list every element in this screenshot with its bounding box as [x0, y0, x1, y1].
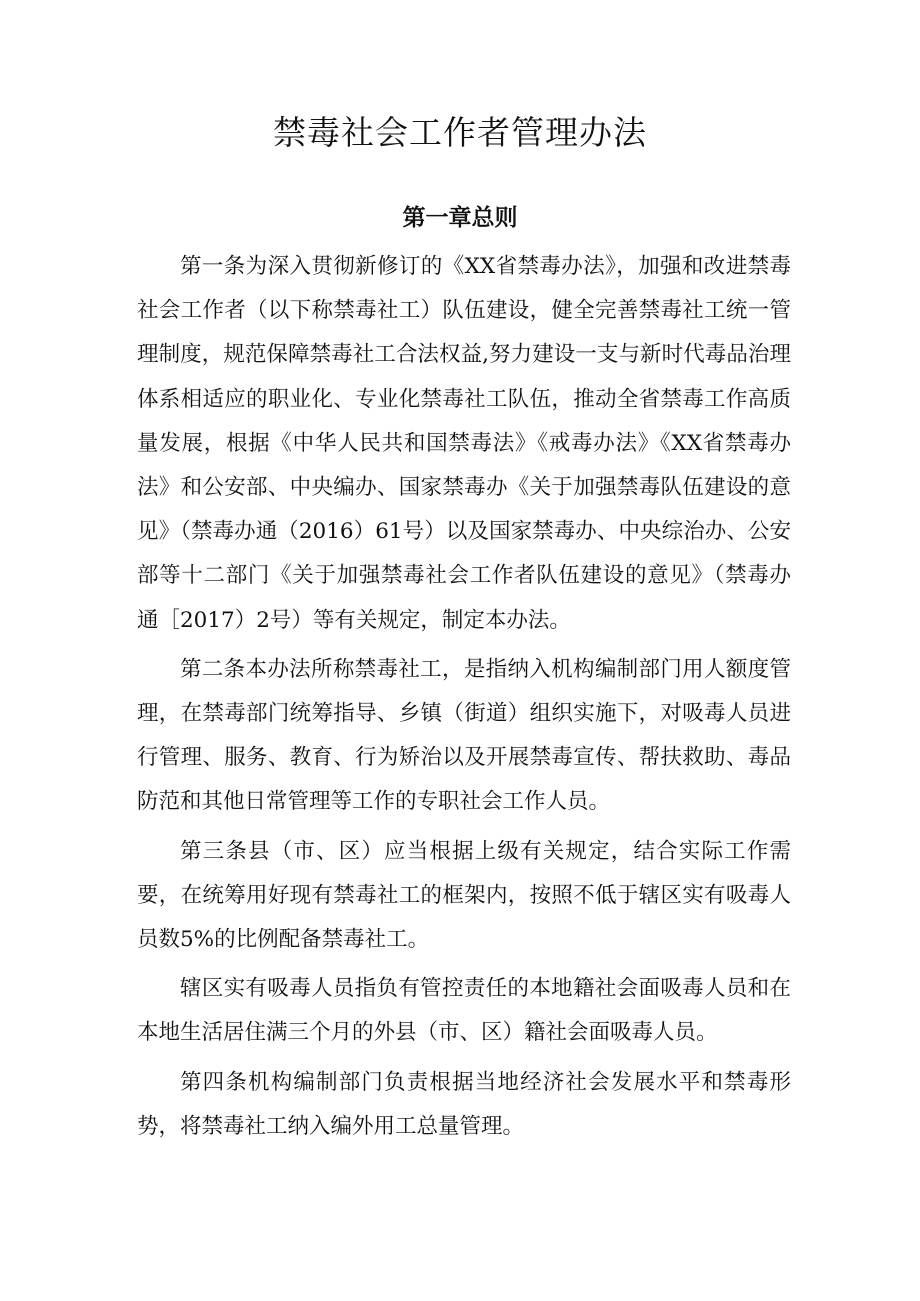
article-2-paragraph: 第二条本办法所称禁毒社工，是指纳入机构编制部门用人额度管理，在禁毒部门统筹指导、乡镇（街道）组织实施下，对吸毒人员进行管理、服务、教育、行为矫治以及开展禁毒宣传、帮扶救助、毒品防范和其他日常管理等工作的专职社会工作人员。 — [137, 656, 791, 815]
article-3-supplement-paragraph: 辖区实有吸毒人员指负有管控责任的本地籍社会面吸毒人员和在本地生活居住满三个月的外县（市、区）籍社会面吸毒人员。 — [137, 976, 791, 1046]
article-3-paragraph: 第三条县（市、区）应当根据上级有关规定，结合实际工作需要，在统筹用好现有禁毒社工的框架内，按照不低于辖区实有吸毒人员数5%的比例配备禁毒社工。 — [137, 838, 791, 953]
article-1-paragraph: 第一条为深入贯彻新修订的《XX省禁毒办法》，加强和改进禁毒社会工作者（以下称禁毒社工）队伍建设，健全完善禁毒社工统一管理制度，规范保障禁毒社工合法权益,努力建设一支与新时代毒品治理体系相适应的职业化、专业化禁毒社工队伍，推动全省禁毒工作高质量发展，根据《中华人民共和国禁毒法》《戒毒办法》《XX省禁毒办法》和公安部、中央编办、国家禁毒办《关于加强禁毒队伍建设的意见》（禁毒办通（2016）61号）以及国家禁毒办、中央综治办、公安部等十二部门《关于加强禁毒社会工作者队伍建设的意见》（禁毒办通［2017）2号）等有关规定，制定本办法。 — [137, 254, 791, 633]
document-title: 禁毒社会工作者管理办法 — [273, 113, 647, 152]
article-4-paragraph: 第四条机构编制部门负责根据当地经济社会发展水平和禁毒形势，将禁毒社工纳入编外用工总量管理。 — [137, 1069, 791, 1139]
document-body — [137, 245, 791, 1149]
chapter-title: 第一章总则 — [402, 205, 518, 231]
